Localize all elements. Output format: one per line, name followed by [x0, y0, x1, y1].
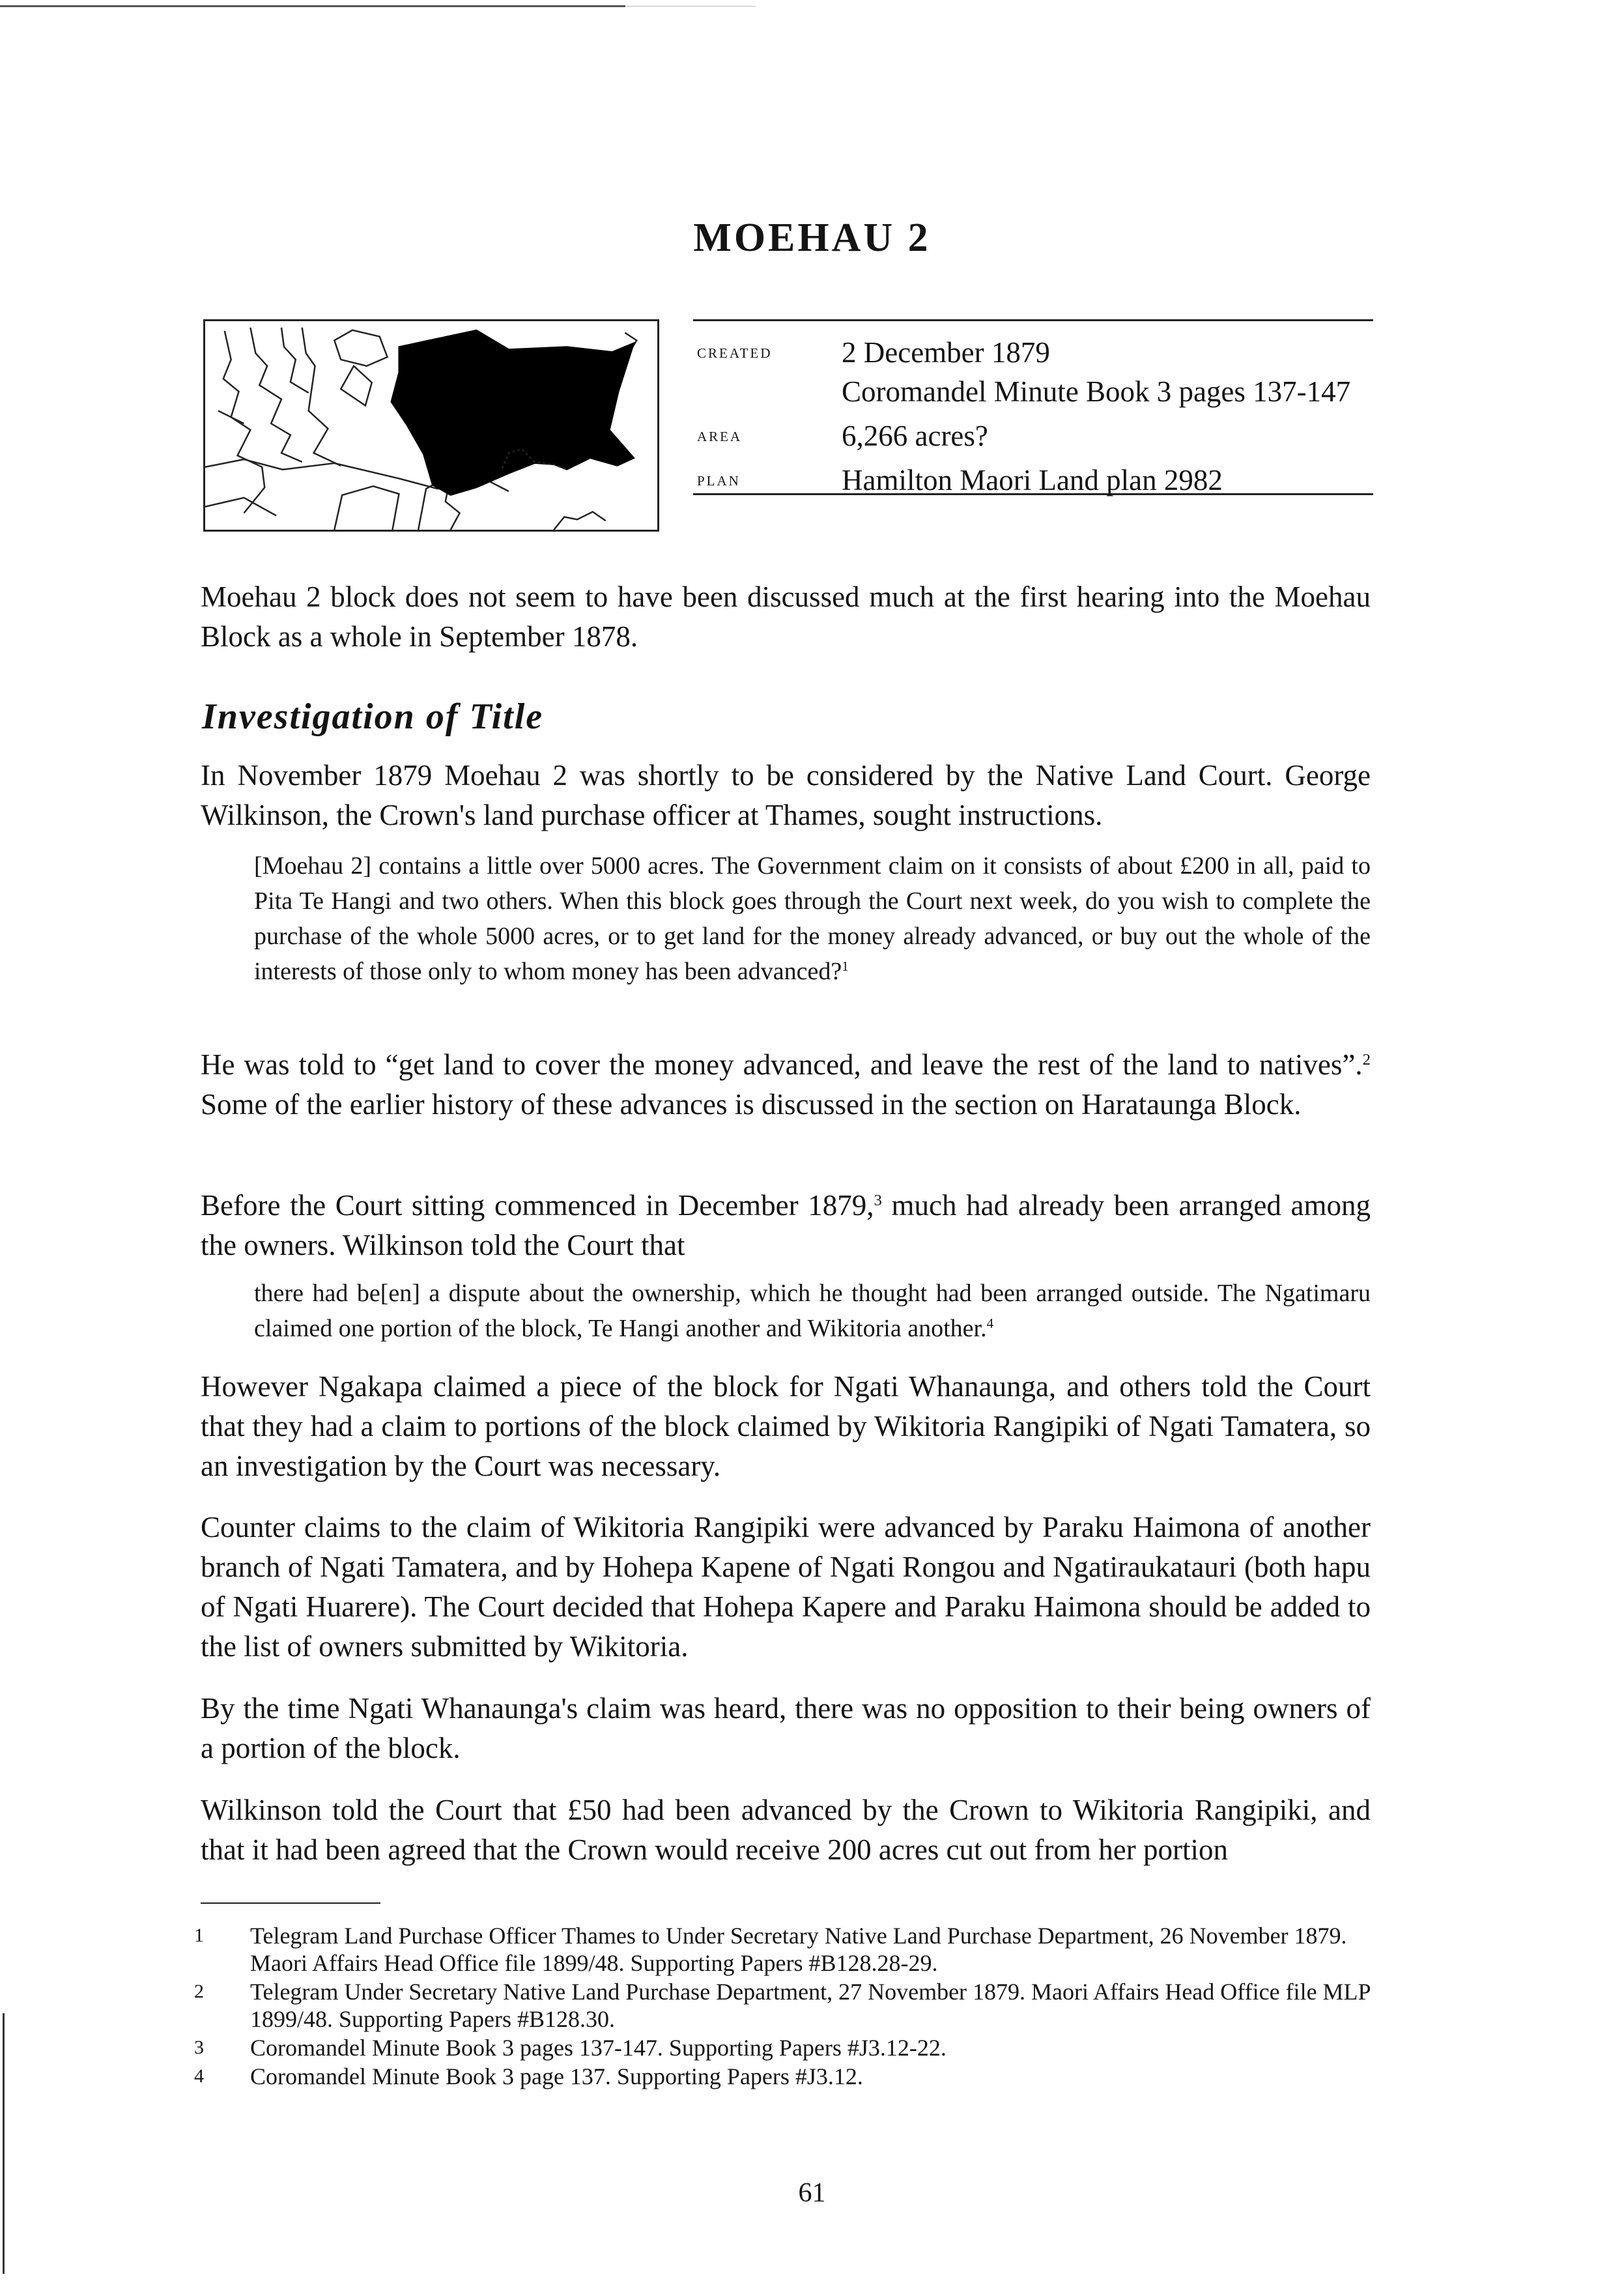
- footnote-3-number: 3: [194, 2037, 204, 2058]
- paragraph-ngati-whanaunga: By the time Ngati Whanaunga's claim was heard, there was no opposition to their being owners of a portion of the block.: [201, 1692, 1371, 1764]
- section-heading: Investigation of Title: [202, 696, 544, 737]
- footnote-4-number: 4: [194, 2065, 204, 2087]
- block-location-map: [203, 319, 659, 532]
- info-row-created: [693, 321, 1373, 408]
- created-date: 2 December 1879: [842, 336, 1050, 369]
- top-rule: [0, 5, 625, 7]
- paragraph-november-1879: In November 1879 Moehau 2 was shortly to be considered by the Native Land Court. George Wilkinson, the Crown's land purchase officer at Thames, sought instructions.: [201, 759, 1371, 831]
- footnote-1-text: Telegram Land Purchase Officer Thames to Under Secretary Native Land Purchase Department, 26 November 1879. Maori Affairs Head Office file 1899/48. Supporting Papers #B128.28-29.: [250, 1923, 1347, 1976]
- created-source: Coromandel Minute Book 3 pages 137-147: [842, 375, 1351, 408]
- paragraph-told-to-part2: Some of the earlier history of these advances is discussed in the section on Harataunga Block.: [201, 1088, 1302, 1121]
- plan-value: Hamilton Maori Land plan 2982: [842, 464, 1223, 496]
- paragraph-before-court-part1: Before the Court sitting commenced in December 1879,: [201, 1189, 874, 1222]
- paragraph-counter-claims: Counter claims to the claim of Wikitoria Rangipiki were advanced by Paraku Haimona of another branch of Ngati Tamatera, and by Hohepa Kapene of Ngati Rongou and Ngatiraukatauri (both hapu of Ngati Huarere). The Court decided that Hohepa Kapere and Paraku Haimona should be added to the list of owners submitted by Wikitoria.: [201, 1511, 1371, 1663]
- paragraph-before-court: [201, 1186, 1371, 1265]
- footnote-3-text: Coromandel Minute Book 3 pages 137-147. Supporting Papers #J3.12-22.: [250, 2035, 947, 2061]
- footnote-ref-1[interactable]: 1: [842, 958, 849, 975]
- paragraph-advance: Wilkinson told the Court that £50 had been advanced by the Crown to Wikitoria Rangipiki, and that it had been agreed that the Crown would receive 200 acres cut out from her portion: [201, 1794, 1371, 1866]
- footnote-ref-2[interactable]: 2: [1362, 1051, 1371, 1069]
- quote-text: [Moehau 2] contains a little over 5000 acres. The Government claim on it consists of about £200 in all, paid to Pita Te Hangi and two others. When this block goes through the Court next week, do you wish to complete the purchase of the whole 5000 acres, or to get land for the money already advanced, or buy out the whole of the interests of those only to whom money has been advanced?: [254, 852, 1371, 985]
- block-map-image: [205, 321, 657, 530]
- area-label: area: [697, 424, 743, 446]
- quote-dispute-text: there had be[en] a dispute about the ownership, which he thought had been arranged outside. The Ngatimaru claimed one portion of the block, Te Hangi another and Wikitoria another.: [254, 1280, 1371, 1342]
- footnote-4-text: Coromandel Minute Book 3 page 137. Supporting Papers #J3.12.: [250, 2063, 863, 2089]
- scan-edge-line: [3, 2013, 5, 2274]
- info-row-plan: [693, 449, 1373, 496]
- page-title: MOEHAU 2: [693, 216, 931, 260]
- paragraph-ngakapa: However Ngakapa claimed a piece of the block for Ngati Whanaunga, and others told the Court that they had a claim to portions of the block claimed by Wikitoria Rangipiki of Ngati Tamatera, so an investigation by the Court was necessary.: [201, 1370, 1371, 1482]
- block-info-table: [693, 319, 1373, 495]
- paragraph-told-to: [201, 1045, 1371, 1125]
- paragraph-intro: Moehau 2 block does not seem to have been discussed much at the first hearing into the Moehau Block as a whole in September 1878.: [201, 581, 1371, 653]
- page-number: 61: [798, 2178, 826, 2208]
- footnote-ref-3[interactable]: 3: [874, 1192, 882, 1210]
- created-value: [842, 333, 1350, 411]
- footnote-2-number: 2: [194, 1981, 204, 2002]
- created-label: created: [697, 341, 773, 362]
- block-quote-wilkinson: [254, 848, 1371, 989]
- plan-label: plan: [697, 468, 741, 490]
- footnote-ref-4[interactable]: 4: [986, 1315, 994, 1332]
- info-row-area: [693, 405, 1373, 452]
- area-value: 6,266 acres?: [842, 420, 988, 452]
- footnote-rule: [201, 1902, 380, 1904]
- footnote-2-text: Telegram Under Secretary Native Land Purchase Department, 27 November 1879. Maori Affairs Head Office file MLP 1899/48. Supporting Papers #B128.30.: [250, 1979, 1371, 2032]
- footnote-1-number: 1: [194, 1925, 204, 1946]
- block-quote-dispute: [254, 1276, 1371, 1346]
- paragraph-before-court-part2: much had already been arranged among the owners. Wilkinson told the Court that: [201, 1189, 1371, 1261]
- top-rule-faint: [625, 6, 756, 7]
- moehau-2-block-shape: [392, 330, 634, 495]
- paragraph-told-to-part1: He was told to “get land to cover the money advanced, and leave the rest of the land to natives”.: [201, 1048, 1363, 1081]
